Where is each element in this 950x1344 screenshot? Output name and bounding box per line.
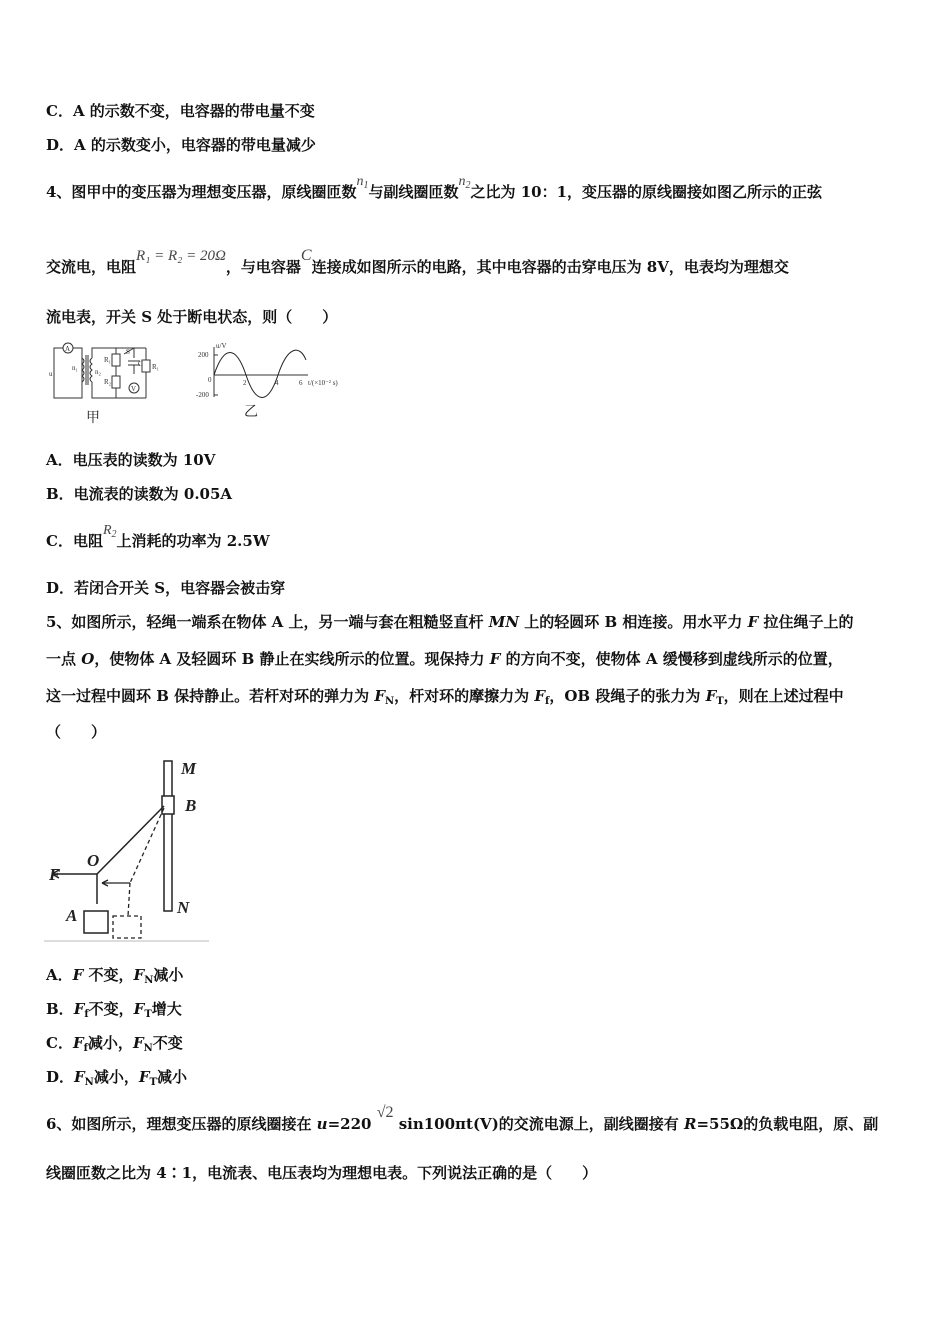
svg-text:t/(×10⁻² s): t/(×10⁻² s) xyxy=(308,379,338,387)
svg-text:M: M xyxy=(181,759,197,778)
resistor-formula: R₁ = R₂ = 20Ω xyxy=(136,248,226,264)
q4-stem-line1: 4、图甲中的变压器为理想变压器，原线圈匝数$n_1$与副线圈匝数$n_2$之比为 10：1，变压器的原线圈接如图乙所示的正弦 xyxy=(46,174,823,201)
svg-text:O: O xyxy=(87,851,100,870)
q5-stem-line1: 5、如图所示，轻绳一端系在物体 A 上，另一端与套在粗糙竖直杆 MN 上的轻圆环 B 相连接。用水平力 F 拉住绳子上的 xyxy=(46,613,854,631)
q6-stem-line1: 6、如图所示，理想变压器的原线圈接在 u=220 √2 sin100πt(V)的交流电源上，副线圈接有 R=55Ω的负载电阻，原、副 xyxy=(46,1104,879,1133)
q5-stem-line2: 一点 O，使物体 A 及轻圆环 B 静止在实线所示的位置。现保持力 F 的方向不变，使物体 A 缓慢移到虚线所示的位置， xyxy=(46,650,843,668)
q3-option-c: C．A 的示数不变，电容器的带电量不变 xyxy=(46,102,315,120)
q4-option-d: D．若闭合开关 S，电容器会被击穿 xyxy=(46,579,286,597)
svg-text:2: 2 xyxy=(243,379,247,387)
n2-symbol: $n_2$ xyxy=(458,174,471,191)
rod-mn xyxy=(164,761,172,911)
svg-text:200: 200 xyxy=(198,351,209,359)
figure-yi-caption: 乙 xyxy=(244,405,258,420)
q4-option-c: C．电阻$R_2$上消耗的功率为 2.5W xyxy=(46,523,270,550)
q5-option-b: B．$F_f$不变，$F_T$增大 xyxy=(46,1000,182,1020)
svg-text:-200: -200 xyxy=(196,391,209,399)
svg-text:n₂: n₂ xyxy=(95,368,101,376)
q4-circuit-diagram xyxy=(46,340,186,428)
sqrt-two: √2 xyxy=(376,1104,394,1121)
svg-text:R₁: R₁ xyxy=(152,363,160,371)
svg-text:u: u xyxy=(49,370,53,378)
figure-jia-caption: 甲 xyxy=(86,411,100,426)
q5-stem-line4: （ ） xyxy=(46,723,107,741)
svg-text:F: F xyxy=(49,865,61,884)
ring-b xyxy=(162,796,174,814)
svg-text:A: A xyxy=(66,906,78,925)
block-a xyxy=(84,911,108,933)
block-a-dashed xyxy=(113,916,141,938)
svg-text:u/V: u/V xyxy=(216,342,227,350)
svg-text:A: A xyxy=(65,345,71,353)
svg-text:V: V xyxy=(131,385,137,393)
svg-text:S: S xyxy=(126,348,130,356)
q5-stem-line3: 这一过程中圆环 B 保持静止。若杆对环的弹力为 $F_N$，杆对环的摩擦力为 $F_f$，OB 段绳子的张力为 $F_T$，则在上述过程中 xyxy=(46,687,844,707)
q4-stem-line3: 流电表，开关 S 处于断电状态，则（ ） xyxy=(46,308,338,326)
q5-rod-ring-diagram xyxy=(44,756,214,946)
capacitor-symbol: C xyxy=(300,247,312,264)
svg-text:R₂: R₂ xyxy=(104,378,112,386)
r2-symbol: $R_2$ xyxy=(102,523,117,540)
q4-sine-graph xyxy=(196,342,346,422)
svg-text:N: N xyxy=(177,898,190,917)
q5-option-c: C．$F_f$减小，$F_N$不变 xyxy=(46,1034,183,1054)
q3-option-d: D．A 的示数变小，电容器的带电量减少 xyxy=(46,136,316,154)
svg-text:C: C xyxy=(138,360,143,368)
svg-text:0: 0 xyxy=(208,376,212,384)
svg-text:n₁: n₁ xyxy=(72,364,78,372)
q5-option-d: D．$F_N$减小，$F_T$减小 xyxy=(46,1068,187,1088)
q4-option-a: A．电压表的读数为 10V xyxy=(46,451,216,469)
q4-option-b: B．电流表的读数为 0.05A xyxy=(46,485,233,503)
q5-option-a: A．F 不变，$F_N$减小 xyxy=(46,966,184,986)
svg-text:B: B xyxy=(185,796,197,815)
n1-symbol: $n_1$ xyxy=(356,174,369,191)
svg-text:R₁: R₁ xyxy=(104,356,112,364)
svg-text:6: 6 xyxy=(299,379,303,387)
q4-stem-line2: 交流电，电阻R₁ = R₂ = 20Ω，与电容器C连接成如图所示的电路，其中电容器的击穿电压为 8V，电表均为理想交 xyxy=(46,247,789,276)
q6-stem-line2: 线圈匝数之比为 4∶1，电流表、电压表均为理想电表。下列说法正确的是（ ） xyxy=(46,1164,598,1182)
svg-text:4: 4 xyxy=(275,379,279,387)
